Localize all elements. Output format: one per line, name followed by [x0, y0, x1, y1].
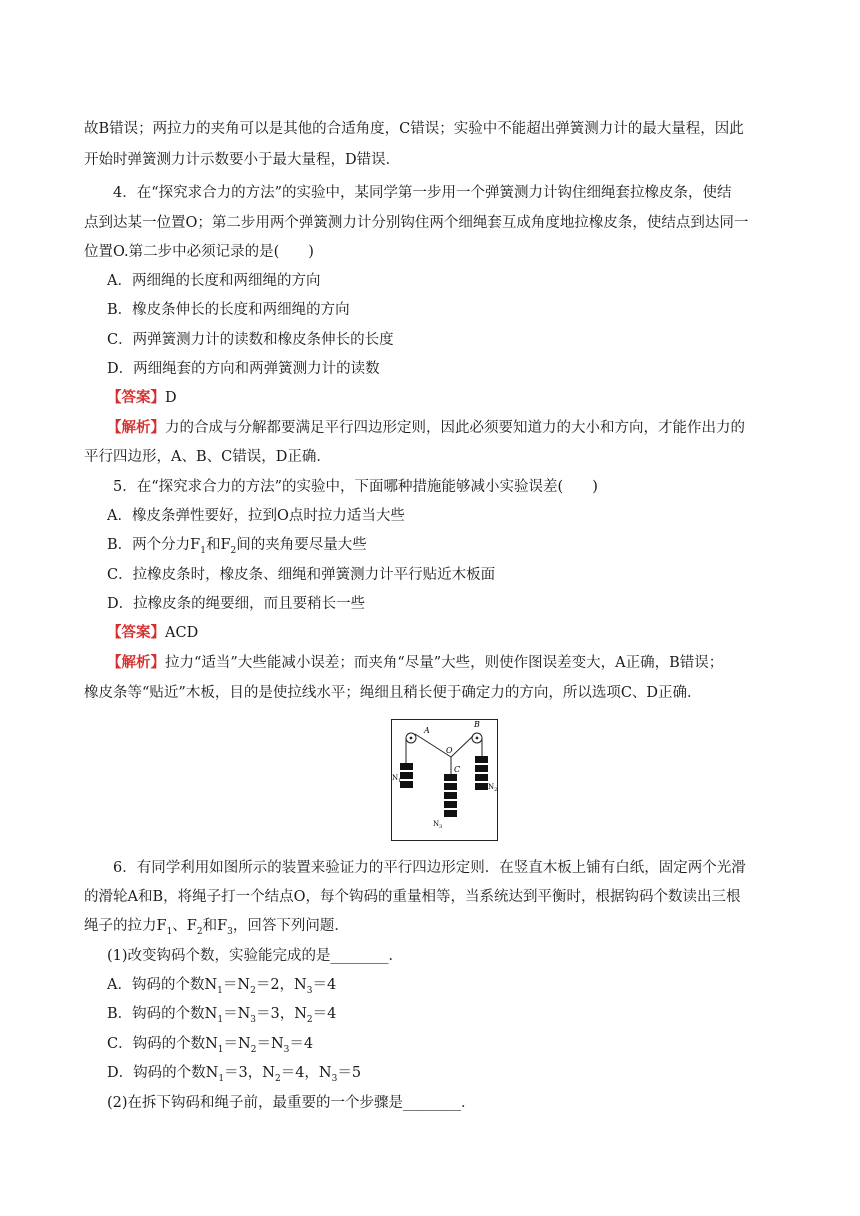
subscript: 2: [306, 1014, 313, 1025]
option-a: A．橡皮条弹性要好，拉到O点时拉力适当大些: [107, 508, 405, 524]
option-c: C．拉橡皮条时，橡皮条、细绳和弹簧测力计平行贴近木板面: [107, 567, 496, 583]
weights-n1: [400, 763, 413, 788]
option-b: B．橡皮条伸长的长度和两细绳的方向: [107, 302, 350, 318]
question-5-stem: 5．在“探究求合力的方法”的实验中，下面哪种措施能够减小实验误差( ): [113, 479, 598, 495]
question-4-stem: 4．在“探究求合力的方法”的实验中，某同学第一步用一个弹簧测力计钩住细绳套拉橡皮条，使结: [113, 185, 732, 201]
pulley-apparatus-figure: [391, 719, 498, 841]
subscript: 1: [217, 1044, 224, 1055]
explanation-line: [107, 418, 745, 438]
subscript: 2: [230, 545, 237, 556]
subscript: 1: [200, 545, 206, 556]
subscript: 2: [274, 1073, 281, 1084]
label-n3: $N_3$: [433, 820, 443, 830]
explanation-tag: 【解析】: [107, 654, 165, 671]
explanation-text: 平行四边形，A、B、C错误，D正确．: [84, 449, 331, 465]
subscript: 3: [250, 1014, 256, 1025]
label-o: O: [446, 746, 453, 755]
text-run: D．钩码的个数N: [107, 1065, 219, 1081]
label-n1: $N_1$: [392, 774, 402, 784]
label-n2: $N_2$: [488, 783, 498, 793]
text-run: ＝N: [223, 1036, 251, 1052]
text-run: ＝3，N: [256, 1006, 307, 1022]
text-run: ，回答下列问题．: [232, 918, 349, 934]
subscript: 2: [196, 926, 203, 937]
text-run: A．钩码的个数N: [107, 977, 218, 993]
text-run: ＝3，N: [224, 1065, 275, 1081]
option-c: C．两弹簧测力计的读数和橡皮条伸长的长度: [107, 332, 394, 348]
label-c: C: [454, 765, 461, 774]
subscript: 2: [250, 985, 256, 996]
subscript: 2: [250, 1044, 257, 1055]
option-d: D．拉橡皮条的绳要细，而且要稍长一些: [107, 596, 366, 612]
explanation-text: 拉力“适当”大些能减小误差；而夹角“尽量”大些，则使作图误差变大，A正确，B错误；: [165, 655, 724, 671]
subscript: 3: [283, 1044, 290, 1055]
text-line: 开始时弹簧测力计示数要小于最大量程，D错误．: [84, 152, 401, 168]
text-run: ＝N: [223, 1006, 251, 1022]
text-run: 和F: [205, 537, 231, 553]
option-b: [107, 535, 367, 555]
text-run: C．钩码的个数N: [107, 1036, 218, 1052]
text-line: 故B错误；两拉力的夹角可以是其他的合适角度，C错误；实验中不能超出弹簧测力计的最大量程，因此: [84, 121, 744, 137]
question-6-stem: 的滑轮A和B，将绳子打一个结点O，每个钩码的重量相等，当系统达到平衡时，根据钩码个数读出三根: [84, 889, 741, 905]
option-b: [107, 1004, 336, 1024]
text-run: 间的夹角要尽量大些: [236, 537, 367, 553]
explanation-text: 力的合成与分解都要满足平行四边形定则，因此必须要知道力的大小和方向，才能作出力的: [165, 420, 745, 436]
subscript: 1: [218, 1073, 225, 1084]
subscript: 3: [227, 926, 233, 937]
explanation-tag: 【解析】: [107, 419, 165, 436]
question-4-stem: 点到达某一位置O；第二步用两个弹簧测力计分别钩住两个细绳套互成角度地拉橡皮条，使结点到达同一: [84, 215, 749, 231]
sub-question-1: (1)改变钩码个数，实验能完成的是________．: [107, 948, 404, 964]
label-b: B: [474, 720, 480, 729]
answer-tag: 【答案】: [107, 624, 165, 641]
question-6-stem: 6．有同学利用如图所示的装置来验证力的平行四边形定则．在竖直木板上铺有白纸，固定两个光滑: [113, 860, 746, 876]
option-a: [107, 975, 336, 995]
question-4-stem: 位置O.第二步中必须记录的是( ): [84, 244, 314, 260]
weights-n3: [444, 774, 457, 817]
text-run: ＝4，N: [280, 1065, 332, 1081]
option-c: [107, 1034, 313, 1054]
sub-question-2: (2)在拆下钩码和绳子前，最重要的一个步骤是________．: [107, 1095, 476, 1111]
text-run: 绳子的拉力F: [84, 918, 167, 934]
option-a: A．两细绳的长度和两细绳的方向: [107, 273, 321, 289]
text-run: B．钩码的个数N: [107, 1006, 218, 1022]
text-run: ＝4: [289, 1036, 314, 1052]
label-a: A: [424, 726, 430, 735]
text-run: ＝N: [222, 977, 251, 993]
subscript: 1: [217, 1014, 224, 1025]
explanation-line: [107, 653, 723, 673]
answer-line: [107, 623, 198, 643]
subscript: 3: [306, 985, 313, 996]
subscript: 3: [331, 1073, 338, 1084]
text-run: ＝2，N: [255, 977, 307, 993]
text-run: B．两个分力F: [107, 537, 201, 553]
subscript: 1: [217, 985, 223, 996]
text-run: 和F: [202, 918, 228, 934]
explanation-text: 橡皮条等“贴近”木板，目的是使拉线水平；绳细且稍长便于确定力的方向，所以选项C、D正确．: [84, 685, 702, 701]
text-run: ＝4: [312, 977, 337, 993]
text-run: ＝4: [312, 1006, 337, 1022]
answer-tag: 【答案】: [107, 389, 165, 406]
text-run: ＝N: [256, 1036, 284, 1052]
option-d: [107, 1063, 361, 1083]
answer-value: D: [165, 390, 177, 406]
option-d: D．两细绳套的方向和两弹簧测力计的读数: [107, 361, 380, 377]
subscript: 1: [166, 926, 173, 937]
text-run: ＝5: [337, 1065, 362, 1081]
answer-value: ACD: [165, 625, 199, 641]
text-run: 、F: [172, 918, 197, 934]
question-6-stem: [84, 916, 349, 936]
answer-line: [107, 388, 177, 408]
